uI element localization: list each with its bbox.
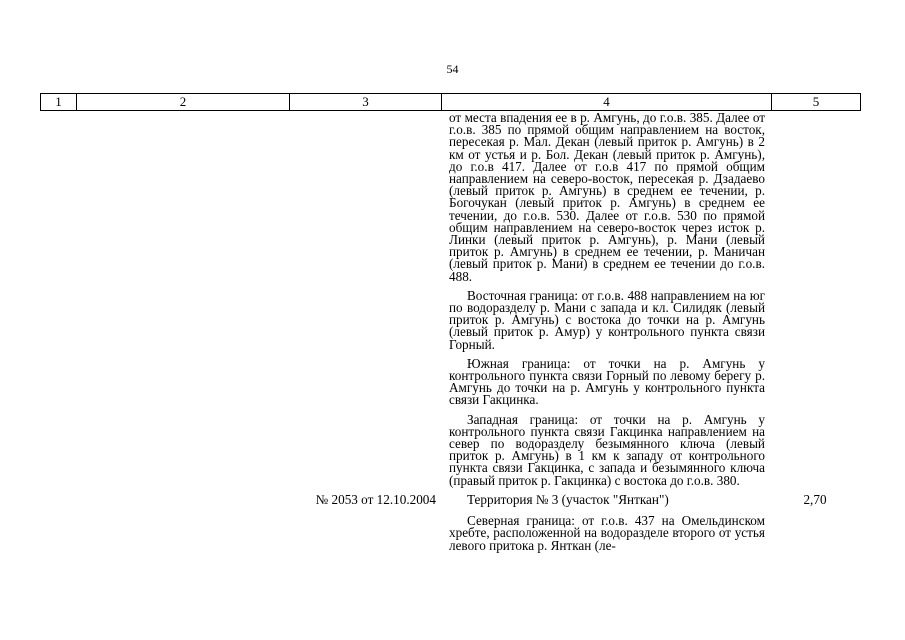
area-value: 2,70 [803,491,827,507]
boundary-description-column [449,112,765,559]
page-number: 54 [446,62,459,76]
north-border-paragraph: Северная граница: от г.о.в. 437 на Омельдинском хребте, расположенной на водоразделе второго от устья левого притока р. Янткан (ле- [449,513,765,553]
continuation-paragraph: от места впадения ее в р. Амгунь, до г.о.в. 385. Далее от г.о.в. 385 по прямой общим направлением на восток, пересекая р. Мал. Декан (левый приток р. Амгунь) в 2 км от устья и р. Бол. Декан (левый приток р. Амгунь), до г.о.в 417. Далее от г.о.в 417 по прямой общим направлением на северо-восток, пересекая р. Дзадаево (левый приток р. Амгунь) в среднем ее течении, р. Богочукан (левый приток р. Амгунь) в среднем ее течении, до г.о.в. 530. Далее от г.о.в. 530 по прямой общим направлением на северо-восток через исток р. Линки (левый приток р. Амгунь), р. Мани (левый приток р. Амгунь) в среднем ее течении, р. Маничан (левый приток р. Мани) в среднем ее течении до г.о.в. 488. [449,110,765,284]
header-col-4: 4 [442,94,772,110]
header-col-5: 5 [812,94,820,109]
header-col-1: 1 [41,94,77,110]
south-border-paragraph: Южная граница: от точки на р. Амгунь у контрольного пункта связи Горный по левому берегу р. Амгунь до точки на р. Амгунь у контрольного пункта связи Гакцинка. [449,355,765,408]
header-col-2: 2 [77,94,290,110]
table-header-row [40,93,861,111]
east-border-paragraph: Восточная граница: от г.о.в. 488 направлением на юг по водоразделу р. Мани с запада и кл. Силидяк (левый приток р. Амгунь) с востока до точки на р. Амгунь (левый приток р. Амур) у контрольного пункта связи Горный. [449,287,765,352]
license-number: № 2053 от 12.10.2004 [315,491,436,507]
header-col-3: 3 [290,94,442,110]
west-border-paragraph: Западная граница: от точки на р. Амгунь у контрольного пункта связи Гакцинка направлением на север по водоразделу безымянного ключа (левый приток р. Амгунь) в 1 км к западу от контрольного пункта связи Гакцинка, с запада и безымянного ключа (правый приток р. Гакцинка) с востока до г.о.в. 380. [449,411,765,488]
territory-title: Территория № 3 (участок "Янткан") [467,491,669,507]
